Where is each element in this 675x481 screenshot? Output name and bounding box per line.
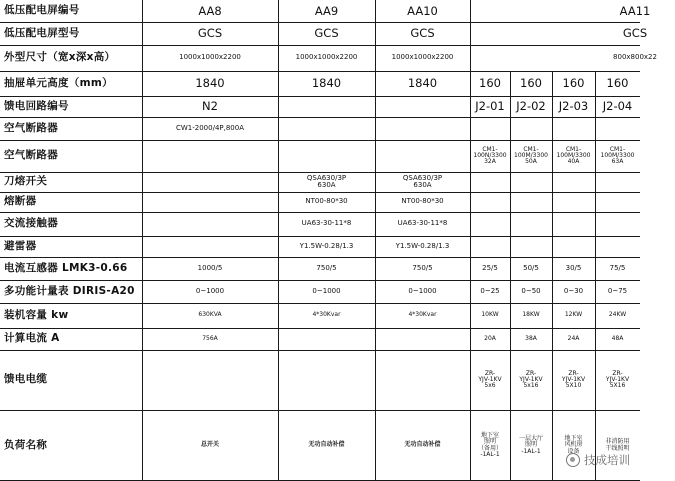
panel-model-cell-7: GCS	[622, 26, 648, 41]
installed-capacity-cell-5: 18KW	[522, 311, 540, 319]
air-breaker-main-cell-2	[278, 117, 375, 140]
drawer-height-cell-5: 160	[520, 76, 542, 91]
surge-arrester-cell-5	[510, 236, 552, 257]
installed-capacity-cell-1: 630KVA	[198, 311, 222, 319]
panel-number-cell-5	[510, 0, 552, 22]
grid-hline	[0, 257, 640, 258]
surge-arrester-label: 避雷器	[4, 239, 37, 252]
fuse-cell-2: NT00-80*30	[305, 197, 348, 206]
surge-arrester-cell-1	[142, 236, 278, 257]
fuse-label: 熔断器	[4, 195, 37, 208]
load-name-cell-2: 无功自动补偿	[308, 441, 345, 449]
multifunction-meter-label: 多功能计量表 DIRIS-A20	[4, 284, 135, 297]
feeder-circuit-cell-7: J2-04	[602, 99, 633, 114]
current-transformer-cell-5: 50/5	[523, 263, 539, 272]
calculated-current-cell-7: 48A	[611, 334, 624, 342]
fuse-cell-1	[142, 192, 278, 212]
fuse-cell-3: NT00-80*30	[401, 197, 444, 206]
fuse-switch-label: 刀熔开关	[4, 175, 48, 188]
multifunction-meter-cell-4: 0~25	[480, 286, 500, 295]
feeder-circuit-cell-6: J2-03	[558, 99, 589, 114]
air-breaker-main-cell-6	[552, 117, 595, 140]
contactor-cell-4	[470, 212, 510, 236]
load-name-cell-1: 总开关	[200, 441, 219, 449]
contactor-cell-6	[552, 212, 595, 236]
calculated-current-cell-4: 20A	[484, 334, 496, 342]
air-breaker-feeder-cell-4: CM1- 100N/3300 32A	[473, 145, 507, 166]
grid-hline	[0, 117, 640, 118]
air-breaker-main-label: 空气断路器	[4, 121, 58, 134]
panel-model-cell-3: GCS	[410, 26, 435, 41]
contactor-label: 交流接触器	[4, 217, 58, 230]
dimensions-cell-6	[552, 45, 595, 71]
air-breaker-feeder-cell-5: CM1- 100M/3300 50A	[514, 145, 548, 166]
load-name-cell-7: 非消防用 干线照明	[605, 438, 630, 452]
panel-number-cell-3: AA10	[407, 3, 438, 18]
grid-vline	[142, 0, 143, 481]
feeder-cable-cell-5: ZR- YJV-1KV 5x16	[519, 369, 543, 390]
current-transformer-cell-3: 750/5	[412, 263, 433, 272]
panel-model-cell-5	[510, 22, 552, 45]
watermark	[566, 452, 630, 468]
grid-hline	[0, 96, 640, 97]
air-breaker-main-cell-7	[595, 117, 640, 140]
load-name-cell-6: 地下室 风机房 设备	[564, 435, 583, 455]
installed-capacity-cell-7: 24KW	[608, 311, 627, 319]
grid-hline	[0, 328, 640, 329]
contactor-cell-3: UA63-30-11*8	[397, 219, 448, 228]
panel-number-label: 低压配电屏编号	[4, 4, 80, 17]
dimensions-cell-2: 1000x1000x2200	[295, 53, 358, 62]
drawer-height-cell-3: 1840	[407, 76, 438, 91]
current-transformer-cell-6: 30/5	[565, 263, 582, 272]
feeder-circuit-cell-1: N2	[202, 99, 218, 114]
installed-capacity-cell-2: 4*30Kvar	[312, 311, 341, 319]
grid-vline	[552, 71, 553, 481]
contactor-cell-1	[142, 212, 278, 236]
air-breaker-feeder-label: 空气断路器	[4, 149, 58, 162]
installed-capacity-label: 装机容量 kw	[4, 308, 69, 321]
air-breaker-feeder-cell-6: CM1- 100M/3300 40A	[556, 145, 591, 166]
grid-hline	[0, 350, 640, 351]
grid-hline	[0, 236, 640, 237]
current-transformer-cell-2: 750/5	[316, 263, 337, 272]
multifunction-meter-cell-7: 0~75	[607, 286, 628, 295]
installed-capacity-cell-6: 12KW	[564, 311, 583, 319]
calculated-current-label: 计算电流 A	[4, 332, 60, 345]
drawer-height-cell-7: 160	[606, 76, 629, 91]
panel-model-cell-1: GCS	[197, 26, 223, 41]
panel-number-cell-2: AA9	[314, 3, 339, 18]
grid-hline	[0, 71, 640, 72]
grid-vline	[375, 0, 376, 481]
installed-capacity-cell-3: 4*30Kvar	[408, 311, 437, 319]
feeder-cable-cell-1	[142, 350, 278, 410]
current-transformer-cell-4: 25/5	[482, 263, 498, 272]
fuse-switch-cell-1	[142, 172, 278, 192]
fuse-switch-cell-7	[595, 172, 640, 192]
fuse-switch-cell-2: QSA630/3P 630A	[306, 173, 347, 189]
air-breaker-feeder-cell-1	[142, 140, 278, 172]
panel-number-cell-6	[552, 0, 595, 22]
panel-model-label: 低压配电屏型号	[4, 26, 80, 39]
panel-number-cell-7: AA11	[619, 3, 651, 18]
air-breaker-feeder-cell-2	[278, 140, 375, 172]
fuse-switch-cell-6	[552, 172, 595, 192]
current-transformer-label: 电流互感器 LMK3-0.66	[4, 261, 128, 274]
grid-hline	[0, 192, 640, 193]
calculated-current-cell-2	[278, 328, 375, 350]
multifunction-meter-cell-6: 0~30	[563, 286, 584, 295]
wechat-logo-icon	[566, 453, 580, 467]
air-breaker-main-cell-5	[510, 117, 552, 140]
feeder-circuit-cell-4: J2-01	[475, 99, 505, 114]
calculated-current-cell-3	[375, 328, 470, 350]
fuse-cell-5	[510, 192, 552, 212]
calculated-current-cell-5: 38A	[525, 334, 537, 342]
multifunction-meter-cell-5: 0~50	[521, 286, 541, 295]
grid-vline	[278, 0, 279, 481]
grid-vline	[595, 71, 596, 481]
calculated-current-cell-6: 24A	[567, 334, 580, 342]
grid-hline	[0, 45, 640, 46]
dimensions-cell-1: 1000x1000x2200	[179, 53, 241, 62]
feeder-cable-cell-6: ZR- YJV-1KV 5X10	[561, 369, 586, 390]
dimensions-cell-3: 1000x1000x2200	[391, 53, 454, 62]
panel-model-cell-4	[470, 22, 510, 45]
grid-hline	[0, 140, 640, 141]
dimensions-cell-7: 800x800x22	[613, 53, 657, 62]
feeder-cable-cell-4: ZR- YJV-1KV 5x6	[478, 369, 502, 390]
current-transformer-cell-1: 1000/5	[197, 263, 223, 272]
surge-arrester-cell-3: Y1.5W-0.28/1.3	[395, 241, 450, 250]
multifunction-meter-cell-1: 0~1000	[195, 286, 225, 295]
watermark-text: 技成培训	[584, 453, 630, 467]
air-breaker-main-cell-3	[375, 117, 470, 140]
contactor-cell-2: UA63-30-11*8	[301, 219, 352, 228]
feeder-cable-label: 馈电电缆	[4, 373, 48, 386]
drawer-height-cell-2: 1840	[311, 76, 342, 91]
load-name-label: 负荷名称	[4, 438, 48, 451]
feeder-circuit-cell-2	[278, 96, 375, 117]
grid-vline	[470, 0, 471, 481]
grid-hline	[0, 410, 640, 411]
surge-arrester-cell-2: Y1.5W-0.28/1.3	[299, 241, 354, 250]
air-breaker-feeder-cell-3	[375, 140, 470, 172]
air-breaker-main-cell-4	[470, 117, 510, 140]
installed-capacity-cell-4: 10KW	[481, 311, 499, 319]
panel-number-cell-1: AA8	[198, 3, 222, 18]
fuse-cell-6	[552, 192, 595, 212]
dimensions-cell-5	[510, 45, 552, 71]
panel-number-cell-4	[470, 0, 510, 22]
load-name-cell-5: 一层大厅 照明 -1AL-1	[518, 435, 543, 455]
panel-model-cell-2: GCS	[314, 26, 339, 41]
feeder-cable-cell-3	[375, 350, 470, 410]
grid-hline	[0, 303, 640, 304]
air-breaker-main-cell-1: CW1-2000/4P,800A	[175, 123, 244, 132]
drawer-height-cell-6: 160	[562, 76, 585, 91]
calculated-current-cell-1: 756A	[202, 334, 218, 342]
panel-model-cell-6	[552, 22, 595, 45]
grid-hline	[0, 212, 640, 213]
drawer-height-label: 抽屉单元高度（mm）	[4, 76, 113, 89]
fuse-cell-4	[470, 192, 510, 212]
feeder-cable-cell-7: ZR- YJV-1KV 5X16	[605, 369, 630, 390]
fuse-switch-cell-3: QSA630/3P 630A	[402, 173, 443, 189]
feeder-circuit-label: 馈电回路编号	[4, 99, 69, 112]
grid-hline	[0, 22, 640, 23]
feeder-circuit-cell-5: J2-02	[516, 99, 546, 114]
multifunction-meter-cell-2: 0~1000	[312, 286, 341, 295]
feeder-cable-cell-2	[278, 350, 375, 410]
fuse-switch-cell-5	[510, 172, 552, 192]
load-name-cell-4: 地下室 照明 （备用） -1AL-1	[477, 431, 502, 458]
current-transformer-cell-7: 75/5	[609, 263, 626, 272]
grid-vline	[510, 71, 511, 481]
multifunction-meter-cell-3: 0~1000	[408, 286, 437, 295]
dimensions-label: 外型尺寸（宽x深x高）	[4, 51, 116, 64]
load-name-cell-3: 无功自动补偿	[404, 441, 441, 449]
drawer-height-cell-4: 160	[479, 76, 501, 91]
surge-arrester-cell-7	[595, 236, 640, 257]
air-breaker-feeder-cell-7: CM1- 100M/3300 63A	[600, 145, 635, 166]
grid-hline	[0, 280, 640, 281]
fuse-switch-cell-4	[470, 172, 510, 192]
surge-arrester-cell-4	[470, 236, 510, 257]
surge-arrester-cell-6	[552, 236, 595, 257]
contactor-cell-7	[595, 212, 640, 236]
grid-hline	[0, 172, 640, 173]
fuse-cell-7	[595, 192, 640, 212]
contactor-cell-5	[510, 212, 552, 236]
dimensions-cell-4	[470, 45, 510, 71]
drawer-height-cell-1: 1840	[195, 76, 225, 91]
feeder-circuit-cell-3	[375, 96, 470, 117]
